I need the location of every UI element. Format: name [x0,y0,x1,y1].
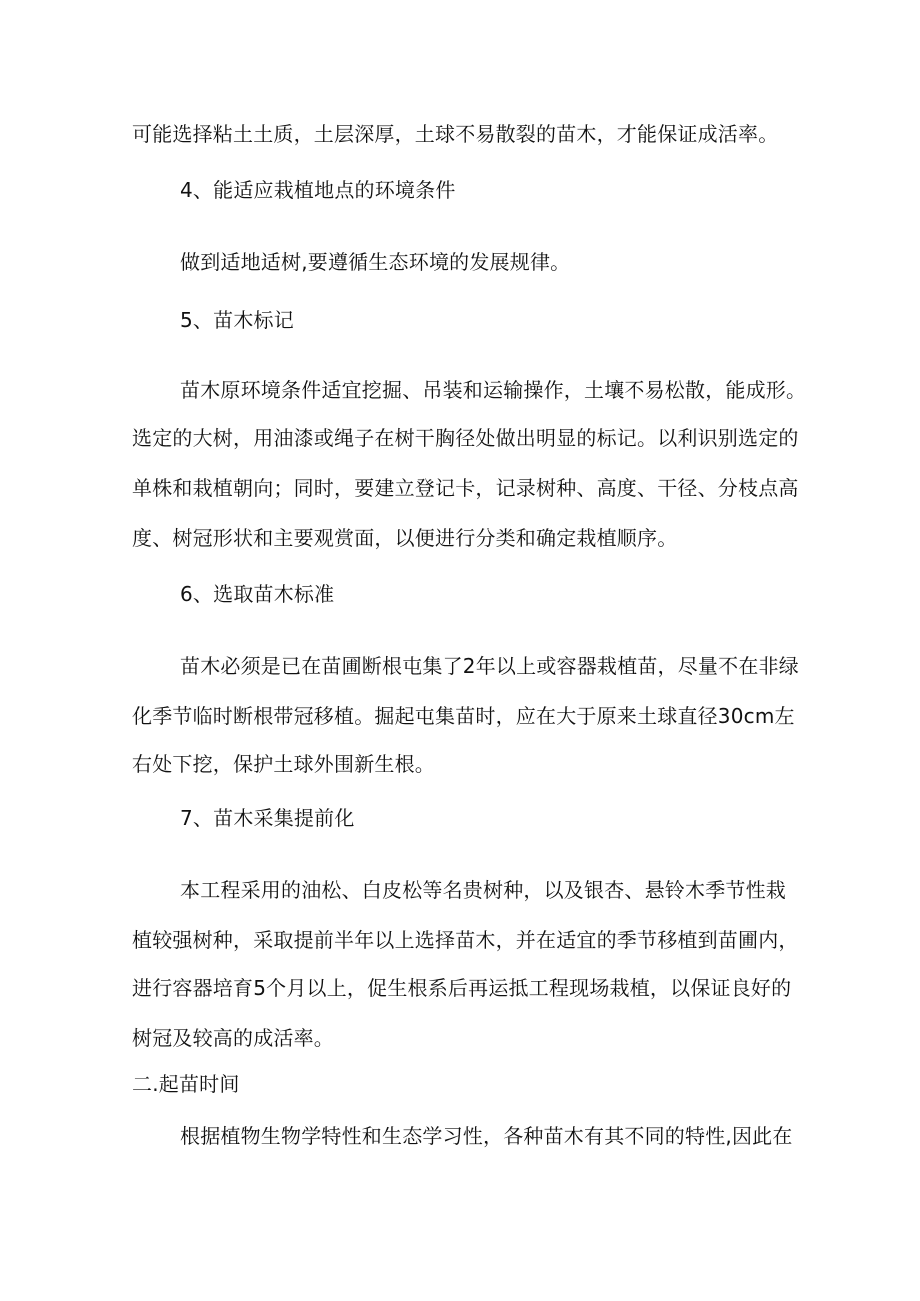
section-heading-6: 6、选取苗木标准 [180,582,335,606]
paragraph-line: 度、树冠形状和主要观赏面，以便进行分类和确定栽植顺序。 [132,526,678,550]
paragraph-line: 植较强树种，采取提前半年以上选择苗木，并在适宜的季节移植到苗圃内， [132,928,799,952]
paragraph-line: 进行容器培育5个月以上，促生根系后再运抵工程现场栽植，以保证良好的 [132,976,792,1000]
section-heading-7: 7、苗木采集提前化 [180,806,355,830]
paragraph-line: 右处下挖，保护土球外围新生根。 [132,752,435,776]
paragraph-line: 苗木必须是已在苗圃断根屯集了2年以上或容器栽植苗，尽量不在非绿 [180,654,799,678]
paragraph-line: 选定的大树，用油漆或绳子在树干胸径处做出明显的标记。以利识别选定的 [132,426,799,450]
section-heading-4: 4、能适应栽植地点的环境条件 [180,178,456,202]
paragraph-line: 本工程采用的油松、白皮松等名贵树种，以及银杏、悬铃木季节性栽 [180,878,786,902]
paragraph-line: 单株和栽植朝向；同时，要建立登记卡，记录树种、高度、干径、分枝点高 [132,476,799,500]
paragraph-line: 树冠及较高的成活率。 [132,1026,334,1050]
paragraph-line: 化季节临时断根带冠移植。掘起屯集苗时，应在大于原来土球直径30cm左 [132,704,795,728]
paragraph-line: 苗木原环境条件适宜挖掘、吊装和运输操作，土壤不易松散，能成形。 [180,378,807,402]
paragraph-line: 根据植物生物学特性和生态学习性，各种苗木有其不同的特性,因此在 [180,1124,793,1148]
section-heading-2: 二.起苗时间 [132,1072,240,1096]
paragraph-line: 做到适地适树,要遵循生态环境的发展规律。 [180,250,571,274]
paragraph-line: 可能选择粘土土质，土层深厚，土球不易散裂的苗木，才能保证成活率。 [132,122,779,146]
section-heading-5: 5、苗木标记 [180,308,294,332]
